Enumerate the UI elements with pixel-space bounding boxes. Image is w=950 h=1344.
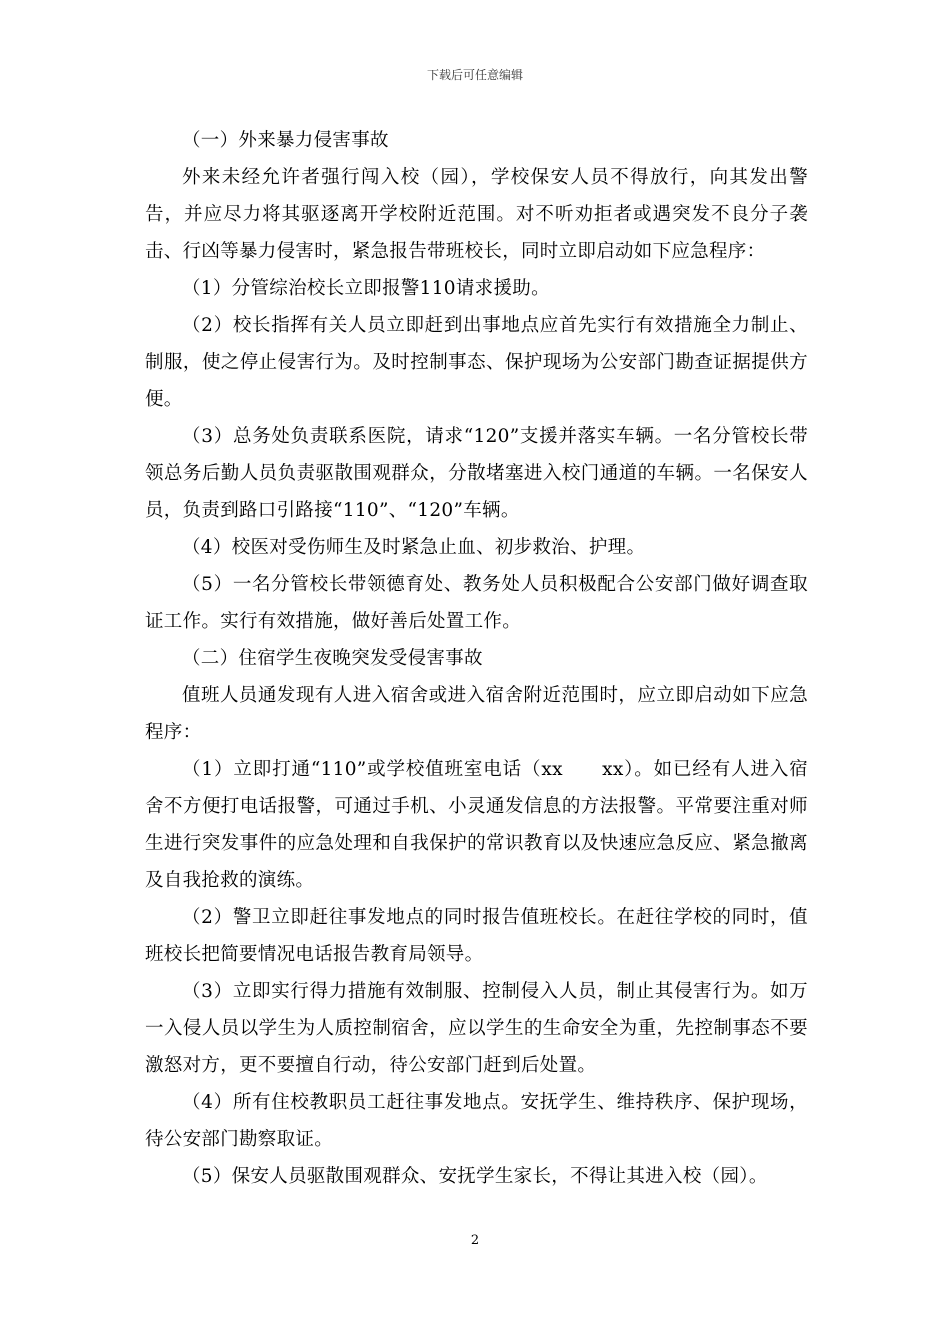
list-item: （3）总务处负责联系医院，请求“120”支援并落实车辆。一名分管校长带领总务后勤人员负责驱散围观群众，分散堵塞进入校门通道的车辆。一名保安人员，负责到路口引路接“110”、“120”车辆。 bbox=[145, 426, 808, 521]
document-body bbox=[145, 122, 808, 1195]
section-heading-2: （二）住宿学生夜晚突发受侵害事故 bbox=[182, 648, 483, 669]
list-item: （1）分管综治校长立即报警110请求援助。 bbox=[182, 278, 550, 299]
paragraph: 值班人员通发现有人进入宿舍或进入宿舍附近范围时，应立即启动如下应急程序： bbox=[145, 685, 808, 743]
page-header: 下载后可任意编辑 bbox=[426, 68, 523, 82]
list-item: （5）保安人员驱散围观群众、安抚学生家长，不得让其进入校（园）。 bbox=[182, 1166, 768, 1187]
paragraph: 外来未经允许者强行闯入校（园），学校保安人员不得放行，向其发出警告，并应尽力将其驱逐离开学校附近范围。对不听劝拒者或遇突发不良分子袭击、行凶等暴力侵害时，紧急报告带班校长，同时立即启动如下应急程序： bbox=[145, 167, 808, 262]
list-item: （4）校医对受伤师生及时紧急止血、初步救治、护理。 bbox=[182, 537, 646, 558]
page-number: 2 bbox=[470, 1233, 480, 1248]
list-item: （1）立即打通“110”或学校值班室电话（xx xx）。如已经有人进入宿舍不方便打电话报警，可通过手机、小灵通发信息的方法报警。平常要注重对师生进行突发事件的应急处理和自我保护的常识教育以及快速应急反应、紧急撤离及自我抢救的演练。 bbox=[145, 759, 808, 891]
list-item: （4）所有住校教职员工赶往事发地点。安抚学生、维持秩序、保护现场，待公安部门勘察取证。 bbox=[145, 1092, 808, 1150]
list-item: （2）警卫立即赶往事发地点的同时报告值班校长。在赶往学校的同时，值班校长把简要情况电话报告教育局领导。 bbox=[145, 907, 808, 965]
section-heading-1: （一）外来暴力侵害事故 bbox=[182, 130, 389, 151]
list-item: （5）一名分管校长带领德育处、教务处人员积极配合公安部门做好调查取证工作。实行有效措施，做好善后处置工作。 bbox=[145, 574, 808, 632]
list-item: （2）校长指挥有关人员立即赶到出事地点应首先实行有效措施全力制止、制服，使之停止侵害行为。及时控制事态、保护现场为公安部门勘查证据提供方便。 bbox=[145, 315, 808, 410]
list-item: （3）立即实行得力措施有效制服、控制侵入人员，制止其侵害行为。如万一入侵人员以学生为人质控制宿舍，应以学生的生命安全为重，先控制事态不要激怒对方，更不要擅自行动，待公安部门赶到后处置。 bbox=[145, 981, 808, 1076]
